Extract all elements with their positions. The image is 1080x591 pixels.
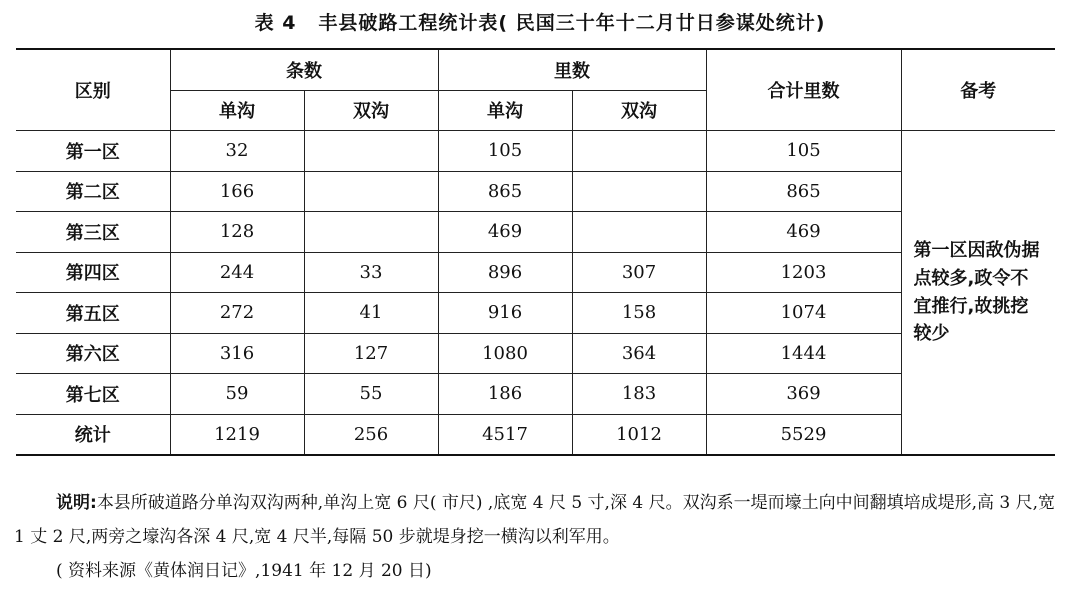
table-title <box>0 8 1080 35</box>
count-single-cell: 59 <box>170 374 304 415</box>
district-cell: 第五区 <box>16 293 170 334</box>
count-double-cell <box>304 171 438 212</box>
remarks-cell: 第一区因敌伪据点较多,政令不宜推行,故挑挖较少 <box>901 131 1055 456</box>
table-title-text: 丰县破路工程统计表( 民国三十年十二月廿日参谋处统计) <box>318 12 826 34</box>
length-double-cell: 183 <box>572 374 706 415</box>
header-count-single: 单沟 <box>170 90 304 131</box>
length-single-cell: 865 <box>438 171 572 212</box>
header-length-group: 里数 <box>438 49 706 90</box>
count-double-cell <box>304 212 438 253</box>
length-single-cell: 105 <box>438 131 572 172</box>
district-cell: 第六区 <box>16 333 170 374</box>
count-single-cell: 128 <box>170 212 304 253</box>
total-length-cell: 469 <box>706 212 901 253</box>
count-single-cell: 244 <box>170 252 304 293</box>
length-double-cell <box>572 212 706 253</box>
length-single-cell: 916 <box>438 293 572 334</box>
table-row <box>16 131 1055 172</box>
length-single-cell: 186 <box>438 374 572 415</box>
explanation-text: 本县所破道路分单沟双沟两种,单沟上宽 6 尺( 市尺) ,底宽 4 尺 5 寸,深 4 尺。双沟系一堤而壕土向中间翻填培成堤形,高 3 尺,宽 1 丈 2 尺,两旁之壕沟各深 4 尺,宽 4 尺半,每隔 50 步就堤身挖一横沟以利军用。 <box>14 493 1056 547</box>
district-cell: 第七区 <box>16 374 170 415</box>
table-number: 表 4 <box>254 12 297 34</box>
count-double-cell: 127 <box>304 333 438 374</box>
district-cell: 第三区 <box>16 212 170 253</box>
totals-row <box>16 414 1055 455</box>
total-length-cell: 1203 <box>706 252 901 293</box>
table-row <box>16 212 1055 253</box>
count-double-cell <box>304 131 438 172</box>
table-row <box>16 252 1055 293</box>
district-cell: 统计 <box>16 414 170 455</box>
total-length-cell: 5529 <box>706 414 901 455</box>
count-single-cell: 1219 <box>170 414 304 455</box>
count-single-cell: 32 <box>170 131 304 172</box>
header-count-group: 条数 <box>170 49 438 90</box>
count-double-cell: 33 <box>304 252 438 293</box>
count-double-cell: 256 <box>304 414 438 455</box>
count-single-cell: 316 <box>170 333 304 374</box>
count-double-cell: 55 <box>304 374 438 415</box>
count-single-cell: 166 <box>170 171 304 212</box>
district-cell: 第二区 <box>16 171 170 212</box>
explanation-label: 说明: <box>56 493 97 513</box>
length-double-cell <box>572 131 706 172</box>
length-single-cell: 469 <box>438 212 572 253</box>
total-length-cell: 865 <box>706 171 901 212</box>
total-length-cell: 369 <box>706 374 901 415</box>
table-row <box>16 374 1055 415</box>
source-note: ( 资料来源《黄体润日记》,1941 年 12 月 20 日) <box>56 561 432 581</box>
total-length-cell: 1074 <box>706 293 901 334</box>
length-double-cell <box>572 171 706 212</box>
total-length-cell: 1444 <box>706 333 901 374</box>
header-remarks: 备考 <box>901 49 1055 131</box>
length-double-cell: 158 <box>572 293 706 334</box>
header-length-double: 双沟 <box>572 90 706 131</box>
statistics-table <box>16 48 1055 456</box>
table-row <box>16 333 1055 374</box>
total-length-cell: 105 <box>706 131 901 172</box>
count-single-cell: 272 <box>170 293 304 334</box>
count-double-cell: 41 <box>304 293 438 334</box>
header-length-single: 单沟 <box>438 90 572 131</box>
explanation-note <box>14 486 1058 554</box>
length-double-cell: 1012 <box>572 414 706 455</box>
district-cell: 第一区 <box>16 131 170 172</box>
table-row <box>16 293 1055 334</box>
table-row <box>16 171 1055 212</box>
header-total-length: 合计里数 <box>706 49 901 131</box>
length-single-cell: 1080 <box>438 333 572 374</box>
header-district: 区别 <box>16 49 170 131</box>
length-single-cell: 4517 <box>438 414 572 455</box>
length-double-cell: 307 <box>572 252 706 293</box>
length-double-cell: 364 <box>572 333 706 374</box>
header-count-double: 双沟 <box>304 90 438 131</box>
length-single-cell: 896 <box>438 252 572 293</box>
district-cell: 第四区 <box>16 252 170 293</box>
